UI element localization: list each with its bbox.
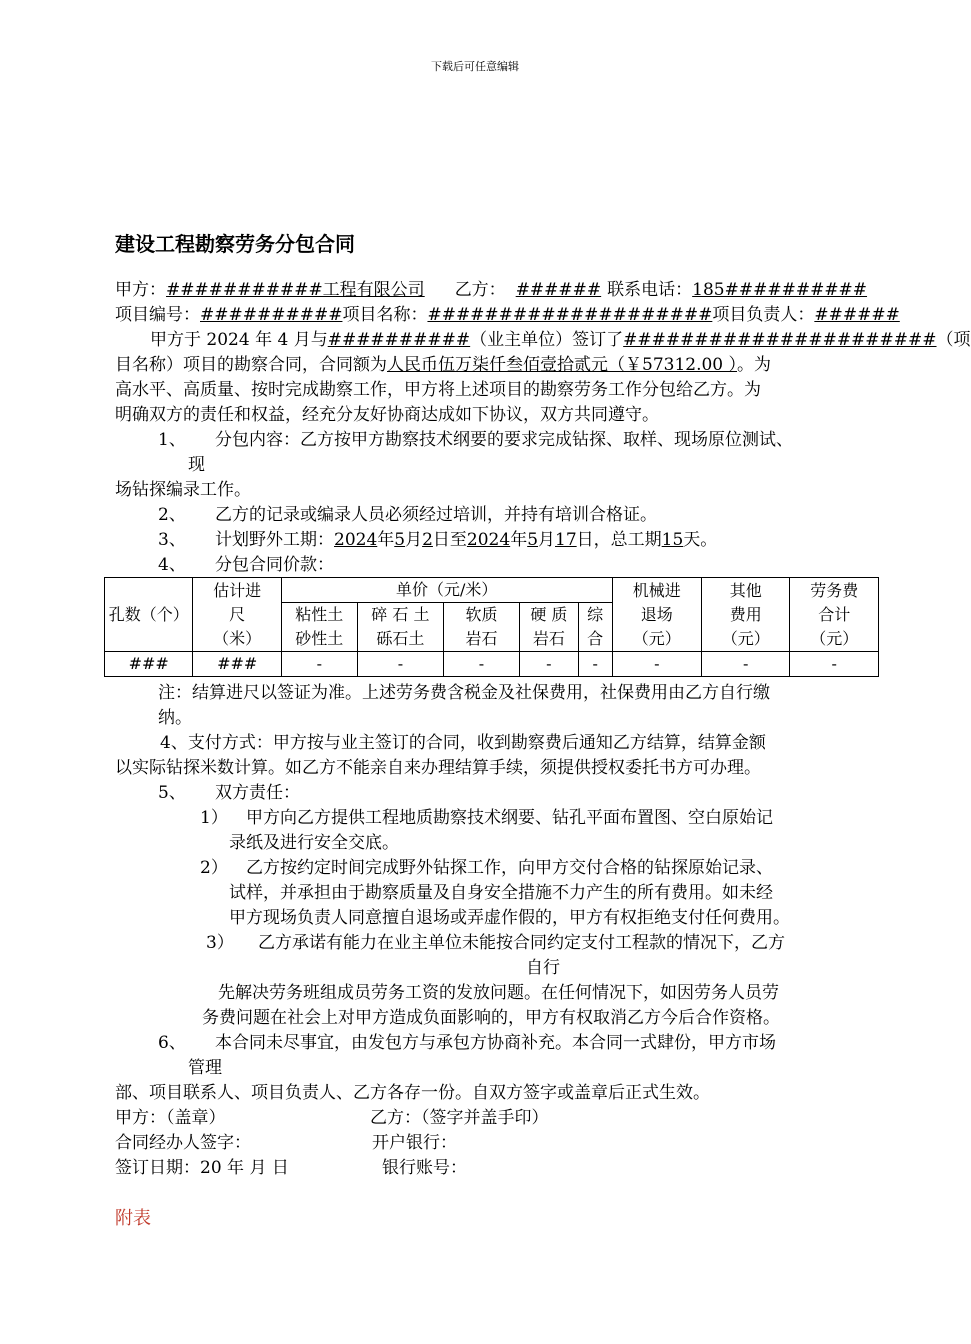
schedule-text: 年 (510, 530, 528, 550)
project-name-ref: ###################### (623, 330, 937, 350)
clause-6-number: 6、 (158, 1033, 186, 1053)
header-text: （元） (632, 628, 681, 648)
total-days: 15 (661, 530, 684, 550)
bank-name: 开户银行： (372, 1133, 457, 1153)
clause-6-wrap: 管理 (188, 1058, 222, 1078)
item-3-line-1: 乙方承诺有能力在业主单位未能按合同约定支付工程款的情况下，乙方 (258, 933, 785, 953)
project-line (115, 303, 914, 328)
end-day: 17 (555, 530, 577, 550)
header-text: （米） (213, 628, 262, 648)
clause-6-cont: 部、项目联系人、项目负责人、乙方各存一份。自双方签字或盖章后正式生效。 (115, 1083, 710, 1103)
payment-line-2: 以实际钻探米数计算。如乙方不能亲自来办理结算手续，须提供授权委托书方可办理。 (115, 758, 761, 778)
header-text: （元） (810, 628, 859, 648)
header-text: 估计进 (213, 580, 262, 600)
header-text: 砂性土 (295, 629, 344, 648)
schedule-text: 天。 (683, 530, 718, 550)
header-text: 岩石 (465, 629, 498, 648)
end-month: 5 (527, 530, 539, 550)
project-leader-value: ###### (814, 305, 900, 325)
table-cell: - (357, 652, 443, 677)
clause-1-number: 1、 (158, 430, 186, 450)
clause-4-number: 4、 (158, 555, 186, 575)
intro-line-4: 明确双方的责任和权益，经充分友好协商达成如下协议，双方共同遵守。 (115, 405, 659, 425)
intro-line-3: 高水平、高质量、按时完成勘察工作，甲方将上述项目的勘察劳务工作分包给乙方。为 (115, 380, 761, 400)
schedule-text: 日至 (432, 530, 467, 550)
clause-4-text: 分包合同价款： (215, 555, 334, 575)
table-cell: - (702, 652, 790, 677)
intro-text: 目名称）项目的勘察合同，合同额为 (115, 355, 387, 375)
contract-amount: 人民币伍万柒仟叁佰壹拾贰元（￥57312.00 ） (387, 355, 738, 375)
table-row (105, 652, 879, 677)
combined-header (578, 603, 612, 652)
party-b-seal: 乙方：（签字并盖手印） (370, 1108, 549, 1128)
header-text: 费用 (729, 604, 762, 624)
hard-rock-header (519, 603, 578, 652)
item-2-line-1: 乙方按约定时间完成野外钻探工作，向甲方交付合格的钻探原始记录、 (246, 858, 773, 878)
table-cell: - (281, 652, 357, 677)
header-text: 其他 (729, 580, 762, 600)
table-cell: - (519, 652, 578, 677)
note-line-2: 纳。 (158, 708, 192, 728)
party-a-seal: 甲方：（盖章） (115, 1108, 226, 1128)
schedule-text: 年 (377, 530, 395, 550)
header-text: 碎 石 土 (371, 605, 430, 624)
header-text: 综 (587, 605, 604, 624)
clause-1-text: 分包内容：乙方按甲方勘察技术纲要的要求完成钻探、取样、现场原位测试、 (215, 430, 793, 450)
item-3-wrap: 自行 (526, 958, 560, 978)
end-year: 2024 (466, 530, 511, 550)
table-cell: - (790, 652, 879, 677)
item-3-line-2: 先解决劳务班组成员劳务工资的发放问题。在任何情况下，如因劳务人员劳 (218, 983, 779, 1003)
sign-date: 签订日期：20 年 月 日 (115, 1158, 289, 1178)
agent-signature: 合同经办人签字： (115, 1133, 251, 1153)
mech-header (612, 578, 702, 652)
schedule-label: 计划野外工期： (215, 530, 334, 550)
clay-sand-header (281, 603, 357, 652)
header-text: 粘性土 (295, 605, 344, 624)
holes-header: 孔数（个） (105, 578, 193, 652)
start-day: 2 (422, 530, 433, 550)
table-cell: - (612, 652, 702, 677)
owner-unit: ########## (327, 330, 471, 350)
schedule-text: 月 (405, 530, 423, 550)
project-name-label: 项目名称： (342, 305, 428, 325)
table-cell: ### (105, 652, 193, 677)
gravel-header (357, 603, 443, 652)
intro-text: （业主单位）签订了 (470, 330, 624, 350)
soft-rock-header (444, 603, 520, 652)
header-text: 砾石土 (376, 629, 425, 648)
item-3-line-3: 务费问题在社会上对甲方造成负面影响的，甲方有权取消乙方今后合作资格。 (202, 1008, 780, 1028)
header-text: 硬 质 (530, 605, 568, 624)
intro-line-2 (115, 353, 771, 378)
header-text: 机械进 (632, 580, 681, 600)
project-leader-label: 项目负责人： (712, 305, 815, 325)
clause-5-number: 5、 (158, 783, 186, 803)
party-b-label: 乙方： (454, 280, 506, 300)
price-table (104, 577, 879, 677)
total-header (790, 578, 879, 652)
table-cell: ### (193, 652, 281, 677)
item-2-number: 2） (200, 858, 228, 878)
clause-2-text: 乙方的记录或编录人员必须经过培训，并持有培训合格证。 (215, 505, 657, 525)
item-2-line-3: 甲方现场负责人同意擅自退场或弄虚作假的，甲方有权拒绝支付任何费用。 (229, 908, 790, 928)
header-text: 退场 (640, 604, 673, 624)
unit-price-header: 单价（元/米） (281, 578, 612, 603)
clause-1-cont: 场钻探编录工作。 (115, 480, 251, 500)
other-fee-header (702, 578, 790, 652)
header-text: 岩石 (532, 629, 565, 648)
header-text: 软质 (465, 605, 498, 624)
intro-text: 甲方于 2024 年 4 月与 (150, 330, 328, 350)
phone-value: 185########## (692, 280, 868, 300)
phone-label: 联系电话： (607, 280, 693, 300)
party-a-label: 甲方： (115, 280, 166, 300)
schedule-text: 月 (538, 530, 556, 550)
start-month: 5 (394, 530, 406, 550)
project-code-label: 项目编号： (115, 305, 200, 325)
clause-2-number: 2、 (158, 505, 186, 525)
header-text: 合计 (818, 604, 851, 624)
payment-line-1: 4、支付方式：甲方按与业主签订的合同，收到勘察费后通知乙方结算，结算金额 (160, 733, 766, 753)
item-1-line-1: 甲方向乙方提供工程地质勘察技术纲要、钻孔平面布置图、空白原始记 (246, 808, 773, 828)
header-text: （元） (721, 628, 770, 648)
project-code-value: ########## (200, 305, 343, 325)
party-b-value: ###### (515, 280, 602, 300)
table-cell: - (444, 652, 520, 677)
header-text: 合 (587, 629, 604, 648)
clause-5-title: 双方责任： (215, 783, 300, 803)
clause-6-text: 本合同未尽事宜，由发包方与承包方协商补充。本合同一式肆份，甲方市场 (215, 1033, 776, 1053)
table-cell: - (578, 652, 612, 677)
header-text: 劳务费 (810, 580, 859, 600)
note-line-1: 注：结算进尺以签证为准。上述劳务费含税金及社保费用，社保费用由乙方自行缴 (158, 683, 770, 703)
item-2-line-2: 试样，并承担由于勘察质量及自身安全措施不力产生的所有费用。如未经 (229, 883, 773, 903)
item-1-number: 1） (200, 808, 228, 828)
item-3-number: 3） (206, 933, 234, 953)
party-a-value: ###########工程有限公司 (166, 280, 425, 300)
header-text: 尺 (229, 604, 246, 624)
start-year: 2024 (334, 530, 378, 550)
intro-text: （项 (936, 330, 971, 350)
item-1-line-2: 录纸及进行安全交底。 (229, 833, 399, 853)
est-depth-header (193, 578, 281, 652)
appendix-label: 附表 (115, 1208, 151, 1229)
document-title: 建设工程勘察劳务分包合同 (115, 232, 355, 256)
bank-account: 银行账号： (382, 1158, 467, 1178)
clause-3-text (215, 528, 717, 553)
project-name-value: #################### (427, 305, 713, 325)
intro-line-1 (150, 328, 971, 353)
intro-text: 。为 (737, 355, 772, 375)
header-note: 下载后可任意编辑 (431, 60, 519, 73)
clause-3-number: 3、 (158, 530, 186, 550)
schedule-text: 日，总工期 (576, 530, 662, 550)
clause-1-wrap: 现 (188, 455, 205, 475)
parties-line (115, 278, 867, 303)
